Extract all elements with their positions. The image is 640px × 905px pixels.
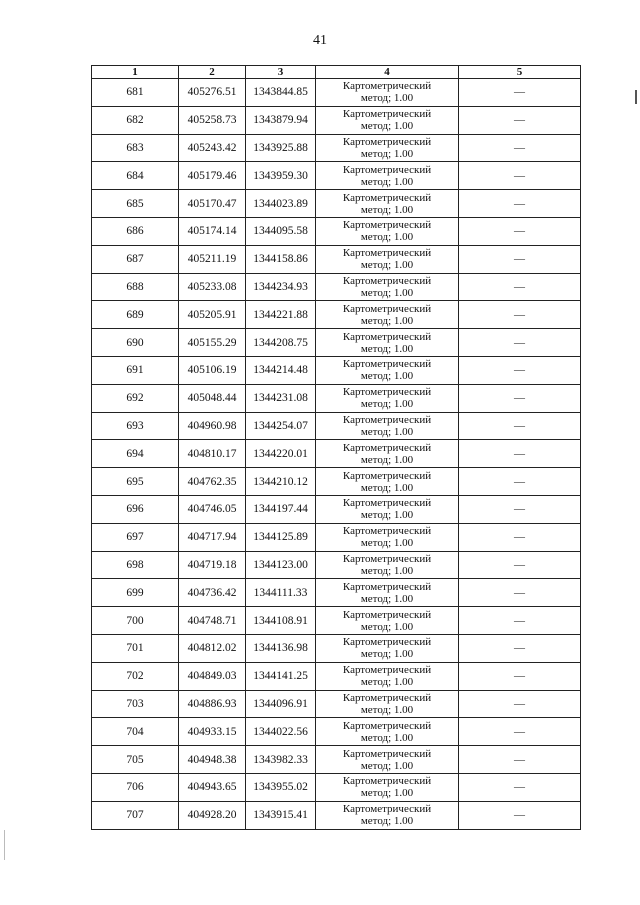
x-coordinate-cell: 404933.15 [179, 718, 246, 746]
method-accuracy: метод; 1.00 [360, 564, 414, 577]
method-cell [316, 607, 459, 635]
method-cell [316, 579, 459, 607]
table-row [92, 190, 581, 218]
point-number-cell: 707 [92, 801, 179, 829]
x-coordinate-cell: 404943.65 [179, 773, 246, 801]
x-coordinate-cell: 404736.42 [179, 579, 246, 607]
x-coordinate-cell: 405258.73 [179, 106, 246, 134]
method-name: Картометрический [342, 664, 432, 677]
x-coordinate-cell: 405205.91 [179, 301, 246, 329]
point-number-cell: 701 [92, 634, 179, 662]
x-coordinate-cell: 404746.05 [179, 495, 246, 523]
x-coordinate-cell: 405211.19 [179, 245, 246, 273]
point-number-cell: 683 [92, 134, 179, 162]
y-coordinate-cell: 1344234.93 [246, 273, 316, 301]
method-cell [316, 773, 459, 801]
method-cell [316, 190, 459, 218]
method-name: Картометрический [342, 525, 432, 538]
page-number: 41 [313, 33, 327, 48]
method-cell [316, 662, 459, 690]
method-accuracy: метод; 1.00 [360, 453, 414, 466]
table-row [92, 551, 581, 579]
header-col-2: 2 [179, 66, 246, 79]
method-cell [316, 468, 459, 496]
y-coordinate-cell: 1344095.58 [246, 217, 316, 245]
description-cell: — [459, 106, 581, 134]
table-row [92, 273, 581, 301]
y-coordinate-cell: 1343925.88 [246, 134, 316, 162]
point-number-cell: 699 [92, 579, 179, 607]
method-cell [316, 217, 459, 245]
table-row [92, 440, 581, 468]
x-coordinate-cell: 404717.94 [179, 523, 246, 551]
table-row [92, 801, 581, 829]
y-coordinate-cell: 1344108.91 [246, 607, 316, 635]
method-accuracy: метод; 1.00 [360, 231, 414, 244]
point-number-cell: 692 [92, 384, 179, 412]
point-number-cell: 696 [92, 495, 179, 523]
x-coordinate-cell: 404748.71 [179, 607, 246, 635]
point-number-cell: 686 [92, 217, 179, 245]
method-name: Картометрический [342, 219, 432, 232]
y-coordinate-cell: 1344022.56 [246, 718, 316, 746]
method-cell [316, 384, 459, 412]
method-accuracy: метод; 1.00 [360, 592, 414, 605]
description-cell: — [459, 551, 581, 579]
method-accuracy: метод; 1.00 [360, 787, 414, 800]
x-coordinate-cell: 405174.14 [179, 217, 246, 245]
method-name: Картометрический [342, 108, 432, 121]
method-name: Картометрический [342, 358, 432, 371]
scan-left-mark [4, 830, 5, 860]
table-row [92, 412, 581, 440]
description-cell: — [459, 245, 581, 273]
method-cell [316, 551, 459, 579]
method-name: Картометрический [342, 302, 432, 315]
x-coordinate-cell: 405233.08 [179, 273, 246, 301]
description-cell: — [459, 301, 581, 329]
method-cell [316, 412, 459, 440]
table-row [92, 329, 581, 357]
header-row [92, 66, 581, 79]
x-coordinate-cell: 404948.38 [179, 746, 246, 774]
y-coordinate-cell: 1344111.33 [246, 579, 316, 607]
description-cell: — [459, 523, 581, 551]
y-coordinate-cell: 1344220.01 [246, 440, 316, 468]
method-accuracy: метод; 1.00 [360, 815, 414, 828]
table-row [92, 356, 581, 384]
table-row [92, 301, 581, 329]
x-coordinate-cell: 405276.51 [179, 79, 246, 107]
y-coordinate-cell: 1344096.91 [246, 690, 316, 718]
y-coordinate-cell: 1344141.25 [246, 662, 316, 690]
method-name: Картометрический [342, 163, 432, 176]
x-coordinate-cell: 405048.44 [179, 384, 246, 412]
method-accuracy: метод; 1.00 [360, 286, 414, 299]
y-coordinate-cell: 1344231.08 [246, 384, 316, 412]
method-name: Картометрический [342, 719, 432, 732]
method-name: Картометрический [342, 80, 432, 93]
point-number-cell: 690 [92, 329, 179, 357]
method-accuracy: метод; 1.00 [360, 175, 414, 188]
point-number-cell: 685 [92, 190, 179, 218]
table-row [92, 162, 581, 190]
point-number-cell: 684 [92, 162, 179, 190]
method-cell [316, 329, 459, 357]
method-name: Картометрический [342, 747, 432, 760]
y-coordinate-cell: 1343844.85 [246, 79, 316, 107]
point-number-cell: 688 [92, 273, 179, 301]
method-accuracy: метод; 1.00 [360, 425, 414, 438]
y-coordinate-cell: 1344136.98 [246, 634, 316, 662]
table-row [92, 79, 581, 107]
method-cell [316, 440, 459, 468]
y-coordinate-cell: 1343955.02 [246, 773, 316, 801]
method-name: Картометрический [342, 191, 432, 204]
description-cell: — [459, 190, 581, 218]
method-cell [316, 690, 459, 718]
table-row [92, 106, 581, 134]
x-coordinate-cell: 404849.03 [179, 662, 246, 690]
point-number-cell: 687 [92, 245, 179, 273]
method-name: Картометрический [342, 552, 432, 565]
point-number-cell: 698 [92, 551, 179, 579]
method-name: Картометрический [342, 135, 432, 148]
x-coordinate-cell: 405155.29 [179, 329, 246, 357]
method-accuracy: метод; 1.00 [360, 147, 414, 160]
point-number-cell: 694 [92, 440, 179, 468]
description-cell: — [459, 384, 581, 412]
method-name: Картометрический [342, 580, 432, 593]
description-cell: — [459, 468, 581, 496]
y-coordinate-cell: 1344125.89 [246, 523, 316, 551]
point-number-cell: 689 [92, 301, 179, 329]
point-number-cell: 704 [92, 718, 179, 746]
y-coordinate-cell: 1344158.86 [246, 245, 316, 273]
method-name: Картометрический [342, 247, 432, 260]
description-cell: — [459, 329, 581, 357]
method-accuracy: метод; 1.00 [360, 648, 414, 661]
point-number-cell: 693 [92, 412, 179, 440]
method-accuracy: метод; 1.00 [360, 537, 414, 550]
method-accuracy: метод; 1.00 [360, 481, 414, 494]
method-name: Картометрический [342, 497, 432, 510]
table-row [92, 217, 581, 245]
table-row [92, 746, 581, 774]
y-coordinate-cell: 1344123.00 [246, 551, 316, 579]
description-cell: — [459, 412, 581, 440]
header-col-5: 5 [459, 66, 581, 79]
y-coordinate-cell: 1343982.33 [246, 746, 316, 774]
description-cell: — [459, 690, 581, 718]
y-coordinate-cell: 1343879.94 [246, 106, 316, 134]
method-cell [316, 162, 459, 190]
method-name: Картометрический [342, 441, 432, 454]
point-number-cell: 700 [92, 607, 179, 635]
method-name: Картометрический [342, 775, 432, 788]
x-coordinate-cell: 404928.20 [179, 801, 246, 829]
method-name: Картометрический [342, 469, 432, 482]
x-coordinate-cell: 405179.46 [179, 162, 246, 190]
y-coordinate-cell: 1344214.48 [246, 356, 316, 384]
method-cell [316, 718, 459, 746]
table-row [92, 634, 581, 662]
method-cell [316, 273, 459, 301]
description-cell: — [459, 718, 581, 746]
method-accuracy: метод; 1.00 [360, 259, 414, 272]
method-accuracy: метод; 1.00 [360, 703, 414, 716]
method-accuracy: метод; 1.00 [360, 370, 414, 383]
description-cell: — [459, 134, 581, 162]
x-coordinate-cell: 404762.35 [179, 468, 246, 496]
method-cell [316, 301, 459, 329]
point-number-cell: 681 [92, 79, 179, 107]
y-coordinate-cell: 1343915.41 [246, 801, 316, 829]
scan-edge-mark [635, 90, 637, 104]
method-cell [316, 134, 459, 162]
header-col-4: 4 [316, 66, 459, 79]
table-row [92, 690, 581, 718]
method-name: Картометрический [342, 636, 432, 649]
x-coordinate-cell: 404719.18 [179, 551, 246, 579]
description-cell: — [459, 162, 581, 190]
description-cell: — [459, 579, 581, 607]
method-name: Картометрический [342, 274, 432, 287]
table-row [92, 384, 581, 412]
table-row [92, 662, 581, 690]
description-cell: — [459, 634, 581, 662]
x-coordinate-cell: 404812.02 [179, 634, 246, 662]
method-cell [316, 746, 459, 774]
table-row [92, 718, 581, 746]
table-row [92, 245, 581, 273]
method-cell [316, 495, 459, 523]
description-cell: — [459, 495, 581, 523]
table-row [92, 579, 581, 607]
method-name: Картометрический [342, 330, 432, 343]
y-coordinate-cell: 1344254.07 [246, 412, 316, 440]
x-coordinate-cell: 404886.93 [179, 690, 246, 718]
method-name: Картометрический [342, 803, 432, 816]
description-cell: — [459, 773, 581, 801]
method-accuracy: метод; 1.00 [360, 203, 414, 216]
x-coordinate-cell: 405106.19 [179, 356, 246, 384]
description-cell: — [459, 746, 581, 774]
method-accuracy: метод; 1.00 [360, 120, 414, 133]
method-accuracy: метод; 1.00 [360, 314, 414, 327]
table-row [92, 468, 581, 496]
description-cell: — [459, 801, 581, 829]
method-accuracy: метод; 1.00 [360, 620, 414, 633]
method-accuracy: метод; 1.00 [360, 731, 414, 744]
y-coordinate-cell: 1344023.89 [246, 190, 316, 218]
description-cell: — [459, 607, 581, 635]
table-row [92, 134, 581, 162]
table-row [92, 773, 581, 801]
y-coordinate-cell: 1344197.44 [246, 495, 316, 523]
method-cell [316, 523, 459, 551]
method-accuracy: метод; 1.00 [360, 676, 414, 689]
method-cell [316, 801, 459, 829]
point-number-cell: 691 [92, 356, 179, 384]
description-cell: — [459, 79, 581, 107]
description-cell: — [459, 273, 581, 301]
x-coordinate-cell: 404810.17 [179, 440, 246, 468]
method-accuracy: метод; 1.00 [360, 509, 414, 522]
table-row [92, 523, 581, 551]
description-cell: — [459, 356, 581, 384]
table-row [92, 607, 581, 635]
method-accuracy: метод; 1.00 [360, 398, 414, 411]
header-col-3: 3 [246, 66, 316, 79]
method-name: Картометрический [342, 691, 432, 704]
point-number-cell: 682 [92, 106, 179, 134]
table-row [92, 495, 581, 523]
point-number-cell: 706 [92, 773, 179, 801]
method-cell [316, 245, 459, 273]
y-coordinate-cell: 1344208.75 [246, 329, 316, 357]
method-cell [316, 634, 459, 662]
y-coordinate-cell: 1344210.12 [246, 468, 316, 496]
method-cell [316, 106, 459, 134]
point-number-cell: 695 [92, 468, 179, 496]
method-accuracy: метод; 1.00 [360, 342, 414, 355]
description-cell: — [459, 440, 581, 468]
y-coordinate-cell: 1343959.30 [246, 162, 316, 190]
method-cell [316, 356, 459, 384]
coordinates-table [91, 65, 581, 830]
method-cell [316, 79, 459, 107]
y-coordinate-cell: 1344221.88 [246, 301, 316, 329]
point-number-cell: 703 [92, 690, 179, 718]
x-coordinate-cell: 405170.47 [179, 190, 246, 218]
point-number-cell: 705 [92, 746, 179, 774]
x-coordinate-cell: 404960.98 [179, 412, 246, 440]
method-name: Картометрический [342, 608, 432, 621]
table-body [92, 79, 581, 830]
method-accuracy: метод; 1.00 [360, 92, 414, 105]
x-coordinate-cell: 405243.42 [179, 134, 246, 162]
description-cell: — [459, 217, 581, 245]
point-number-cell: 697 [92, 523, 179, 551]
method-name: Картометрический [342, 413, 432, 426]
method-accuracy: метод; 1.00 [360, 759, 414, 772]
header-col-1: 1 [92, 66, 179, 79]
description-cell: — [459, 662, 581, 690]
method-name: Картометрический [342, 386, 432, 399]
point-number-cell: 702 [92, 662, 179, 690]
